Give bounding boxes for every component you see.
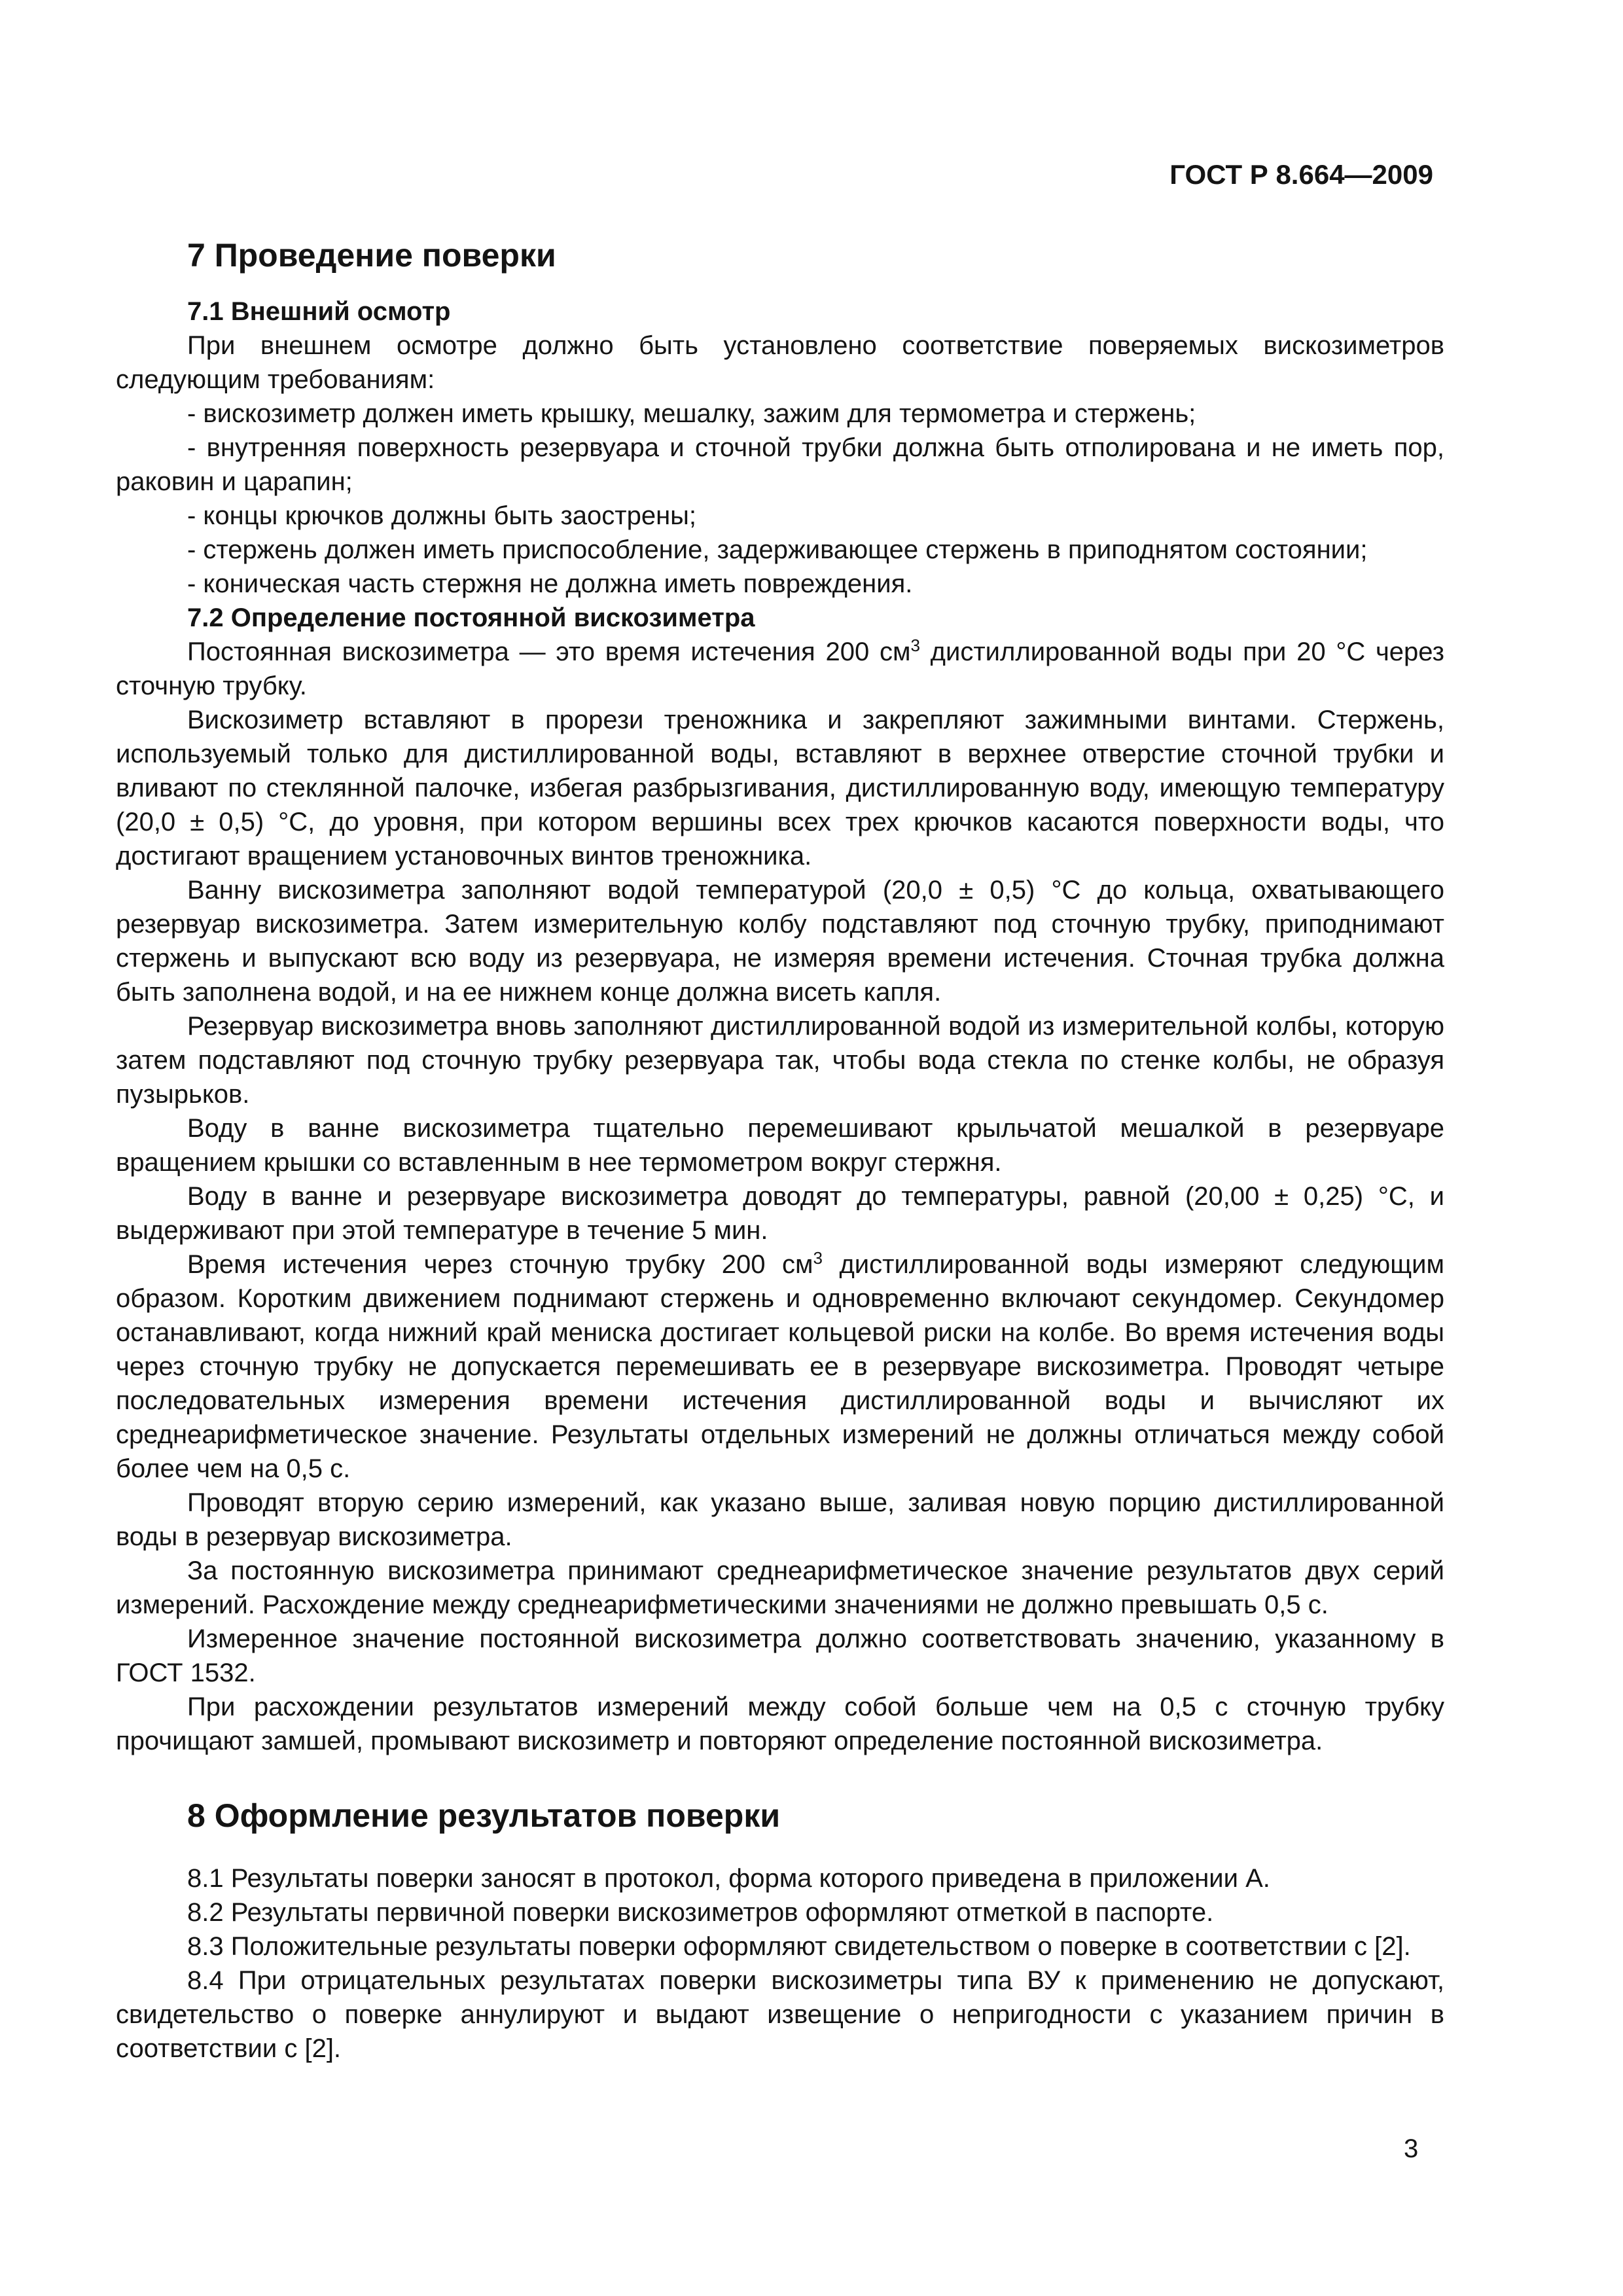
paragraph: Воду в ванне и резервуаре вискозиметра доводят до температуры, равной (20,00 ± 0,25) °С, и выдерживают при этой температуре в течение 5 мин. (116, 1182, 1444, 1245)
superscript: 3 (910, 636, 920, 655)
paragraph-text: Постоянная вискозиметра — это время истечения 200 см (187, 637, 911, 666)
paragraph: За постоянную вискозиметра принимают среднеарифметическое значение результатов двух серий измерений. Расхождение между среднеарифметическими значениями не должно превышать 0,5 с. (116, 1556, 1444, 1619)
paragraph: Воду в ванне вискозиметра тщательно перемешивают крыльчатой мешалкой в резервуаре вращением крышки со вставленным в нее термометром вокруг стержня. (116, 1114, 1444, 1177)
paragraph: Проводят вторую серию измерений, как указано выше, заливая новую порцию дистиллированной воды в резервуар вискозиметра. (116, 1488, 1444, 1551)
requirement-item: - коническая часть стержня не должна иметь повреждения. (187, 569, 913, 598)
subsection-7-2-title: 7.2 Определение постоянной вискозиметра (187, 603, 755, 632)
requirement-item: - внутренняя поверхность резервуара и сточной трубки должна быть отполирована и не иметь пор, раковин и царапин; (116, 433, 1444, 496)
paragraph: Резервуар вискозиметра вновь заполняют дистиллированной водой из измерительной колбы, которую затем подставляют под сточную трубку резервуара так, чтобы вода стекла по стенке колбы, не образуя пузырьков. (116, 1012, 1444, 1109)
subsection-7-1-intro: При внешнем осмотре должно быть установлено соответствие поверяемых вискозиметров следующим требованиям: (116, 331, 1444, 394)
paragraph: 8.1 Результаты поверки заносят в протокол, форма которого приведена в приложении А. (187, 1864, 1270, 1893)
paragraph: 8.4 При отрицательных результатах поверки вискозиметры типа ВУ к применению не допускают, свидетельство о поверке аннулируют и выдают извещение о непригодности с указанием причин в соответствии с [2]. (116, 1966, 1444, 2063)
requirement-item: - вискозиметр должен иметь крышку, мешалку, зажим для термометра и стержень; (187, 399, 1196, 428)
section-8-title: 8 Оформление результатов поверки (187, 1797, 781, 1834)
document-code-header: ГОСТ Р 8.664—2009 (1169, 159, 1433, 190)
paragraph: Ванну вискозиметра заполняют водой температурой (20,0 ± 0,5) °С до кольца, охватывающего резервуар вискозиметра. Затем измерительную колбу подставляют под сточную трубку, приподнимают стержень и выпускают всю воду из резервуара, не измеряя времени истечения. Сточная трубка должна быть заполнена водой, и на ее нижнем конце должна висеть капля. (116, 876, 1444, 1007)
paragraph-text: Время истечения через сточную трубку 200 см (187, 1250, 813, 1279)
requirement-item: - концы крючков должны быть заострены; (187, 501, 697, 530)
paragraph (116, 635, 1444, 703)
page-content (116, 236, 1444, 2066)
paragraph-text: дистиллированной воды при 20 °С через сточную трубку. (116, 637, 1445, 700)
paragraph: При расхождении результатов измерений между собой больше чем на 0,5 с сточную трубку прочищают замшей, промывают вискозиметр и повторяют определение постоянной вискозиметра. (116, 1693, 1444, 1755)
subsection-7-1-title: 7.1 Внешний осмотр (187, 297, 451, 326)
paragraph-text: дистиллированной воды измеряют следующим образом. Коротким движением поднимают стержень и одновременно включают секундомер. Секундомер останавливают, когда нижний край мениска достигает кольцевой риски на колбе. Во время истечения воды через сточную трубку не допускается перемешивать ее в резервуаре вискозиметра. Проводят четыре последовательных измерения времени истечения дистиллированной воды и вычисляют их среднеарифметическое значение. Результаты отдельных измерений не должны отличаться между собой более чем на 0,5 с. (116, 1250, 1444, 1483)
section-7-title: 7 Проведение поверки (187, 237, 556, 274)
paragraph (116, 1247, 1444, 1486)
paragraph: 8.3 Положительные результаты поверки оформляют свидетельством о поверке в соответствии с [2]. (187, 1932, 1411, 1961)
paragraph: 8.2 Результаты первичной поверки вискозиметров оформляют отметкой в паспорте. (187, 1898, 1214, 1927)
paragraph: Вискозиметр вставляют в прорези треножника и закрепляют зажимными винтами. Стержень, используемый только для дистиллированной воды, вставляют в верхнее отверстие сточной трубки и вливают по стеклянной палочке, избегая разбрызгивания, дистиллированную воду, имеющую температуру (20,0 ± 0,5) °С, до уровня, при котором вершины всех трех крючков касаются поверхности воды, что достигают вращением установочных винтов треножника. (116, 706, 1444, 870)
superscript: 3 (813, 1248, 823, 1268)
requirement-item: - стержень должен иметь приспособление, задерживающее стержень в приподнятом состоянии; (187, 535, 1368, 564)
paragraph: Измеренное значение постоянной вискозиметра должно соответствовать значению, указанному в ГОСТ 1532. (116, 1624, 1444, 1687)
page-number: 3 (1404, 2134, 1419, 2163)
